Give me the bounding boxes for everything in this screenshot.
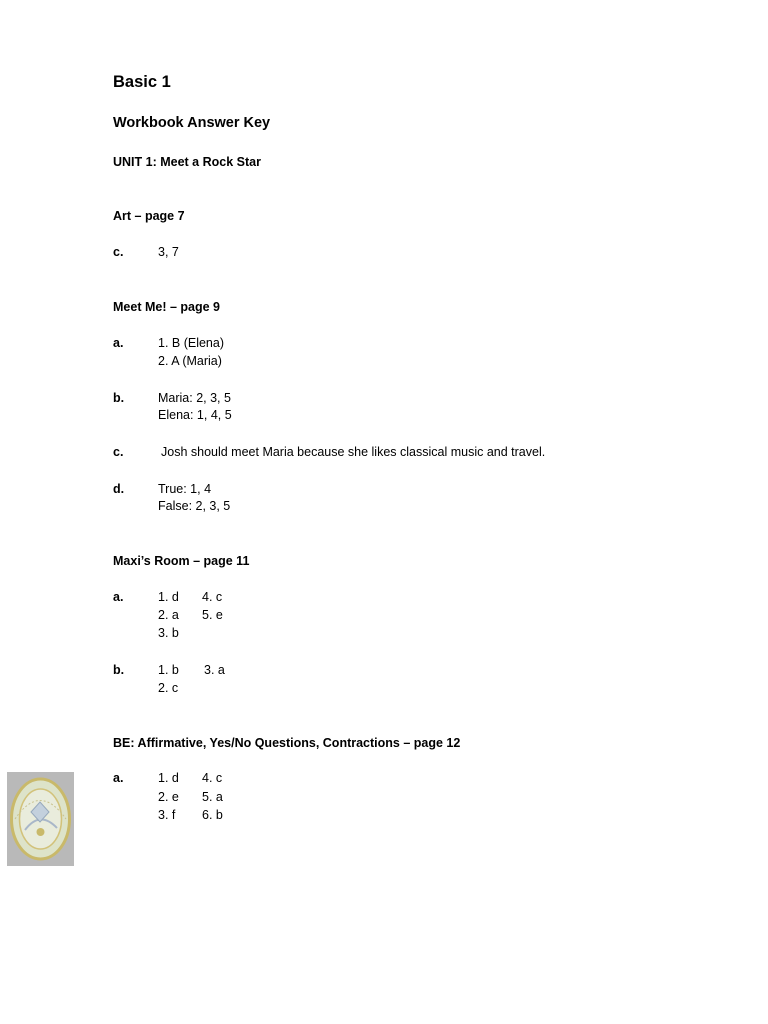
answer-line: 3. f	[158, 808, 176, 822]
item-label: b.	[113, 663, 125, 677]
section-heading-be: BE: Affirmative, Yes/No Questions, Contractions – page 12	[113, 736, 461, 750]
answer-line: 3. a	[204, 663, 225, 677]
answer-line: True: 1, 4	[158, 482, 212, 496]
answer-line: 5. a	[202, 790, 223, 804]
answer-line: 4. c	[202, 590, 223, 604]
answer-line: Elena: 1, 4, 5	[158, 408, 232, 422]
answer-line: 5. e	[202, 608, 223, 622]
answer-line: 6. b	[202, 808, 223, 822]
answer-line: Josh should meet Maria because she likes classical music and travel.	[161, 445, 546, 459]
answer-line: 2. e	[158, 790, 179, 804]
answer-line: 2. A (Maria)	[158, 354, 222, 368]
unit-heading: UNIT 1: Meet a Rock Star	[113, 155, 261, 169]
answer-line: 1. d	[158, 590, 179, 604]
section-heading-art: Art – page 7	[113, 209, 185, 223]
section-heading-meet-me: Meet Me! – page 9	[113, 300, 220, 314]
item-label: b.	[113, 391, 125, 405]
document-subtitle: Workbook Answer Key	[113, 115, 271, 131]
answer-line: 2. a	[158, 608, 179, 622]
item-label: c.	[113, 245, 124, 259]
item-label: a.	[113, 590, 124, 604]
answer-line: 4. c	[202, 771, 223, 785]
answer-line: 1. b	[158, 663, 179, 677]
document-title: Basic 1	[113, 73, 171, 91]
item-label: a.	[113, 336, 124, 350]
answer-line: 2. c	[158, 681, 179, 695]
answer-line: Maria: 2, 3, 5	[158, 391, 231, 405]
answer-line: 3. b	[158, 626, 179, 640]
school-seal-logo	[7, 772, 74, 866]
item-label: d.	[113, 482, 125, 496]
item-label: c.	[113, 445, 124, 459]
answer-line: 3, 7	[158, 245, 179, 259]
section-heading-maxis-room: Maxi’s Room – page 11	[113, 554, 250, 568]
answer-line: 1. d	[158, 771, 179, 785]
item-label: a.	[113, 771, 124, 785]
answer-line: 1. B (Elena)	[158, 336, 225, 350]
seal-emblem-icon	[7, 772, 74, 866]
answer-line: False: 2, 3, 5	[158, 499, 231, 513]
